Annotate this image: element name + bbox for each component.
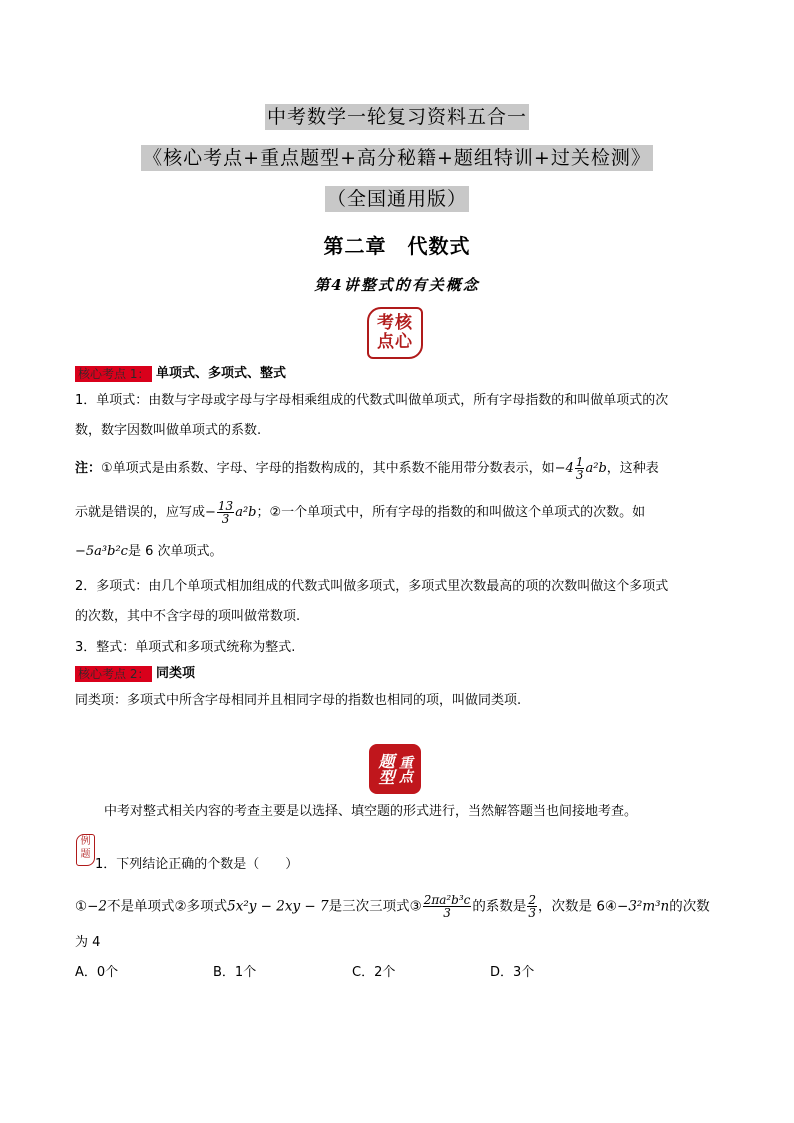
integral-expr-def: 3．整式：单项式和多项式统称为整式.	[75, 640, 296, 655]
core-point-2-tag: 核心考点 2：	[75, 666, 152, 682]
doc-title-line1: 中考数学一轮复习资料五合一	[266, 106, 527, 128]
example-icon: 例题	[76, 834, 95, 866]
polynomial-def-line1: 2．多项式：由几个单项式相加组成的代数式叫做多项式，多项式里次数最高的项的次数叫做这个多项式	[75, 579, 669, 594]
note-line1: 注：①单项式是由系数、字母、字母的指数构成的，其中系数不能用带分数表示，如−4 $\frac{1}{3}$ a²b，这种表	[75, 455, 659, 482]
doc-title-line2: 《核心考点+重点题型+高分秘籍+题组特训+过关检测》	[143, 147, 651, 169]
option-a: A．0个	[75, 965, 119, 980]
fraction: $\frac{13}{3}$	[217, 499, 234, 526]
question-1-statements-tail: 为 4	[75, 935, 101, 950]
doc-title-line3: （全国通用版）	[326, 188, 467, 210]
monomial-def-line1: 1．单项式：由数与字母或字母与字母相乘组成的代数式叫做单项式，所有字母指数的和叫做单项式的次	[75, 393, 669, 408]
core-point-2-title: 同类项	[156, 666, 196, 681]
question-1-statements: ①−2不是单项式②多项式5x²y − 2xy − 7是三次三项式③ $\frac{\text{2πa²b³c}}{3}$ 的系数是 $\frac{2}{3}$ ，次数是 6④−3²m³n的次数	[75, 893, 710, 920]
lecture-title: 第4讲整式的有关概念	[314, 276, 480, 294]
polynomial-def-line2: 的次数，其中不含字母的项叫做常数项.	[75, 609, 301, 624]
like-terms-def: 同类项：多项式中所含字母相同并且相同字母的指数也相同的项，叫做同类项.	[75, 693, 522, 708]
section-intro: 中考对整式相关内容的考查主要是以选择、填空题的形式进行，当然解答题当也间接地考查。	[104, 804, 638, 819]
note-line3: −5a³b²c是 6 次单项式。	[75, 544, 223, 559]
option-c: C．2个	[352, 965, 396, 980]
core-points-seal-icon: 考核 点心	[367, 307, 423, 359]
note-line2: 示就是错误的，应写成− $\frac{13}{3}$ a²b；②一个单项式中，所有字母的指数的和叫做这个单项式的次数。如	[75, 499, 646, 526]
core-point-1-title: 单项式、多项式、整式	[156, 366, 287, 381]
fraction: $\frac{\text{2πa²b³c}}{3}$	[423, 893, 471, 920]
monomial-def-line2: 数，数字因数叫做单项式的系数.	[75, 423, 262, 438]
core-point-1-tag: 核心考点 1：	[75, 366, 152, 382]
option-d: D．3个	[490, 965, 535, 980]
fraction: $\frac{1}{3}$	[575, 455, 584, 482]
chapter-title: 第二章 代数式	[323, 234, 471, 258]
question-1-stem: 1．下列结论正确的个数是（ ）	[95, 857, 299, 872]
fraction: $\frac{2}{3}$	[528, 893, 537, 920]
key-question-types-seal-icon: 题型 重点	[369, 744, 421, 794]
option-b: B．1个	[213, 965, 257, 980]
